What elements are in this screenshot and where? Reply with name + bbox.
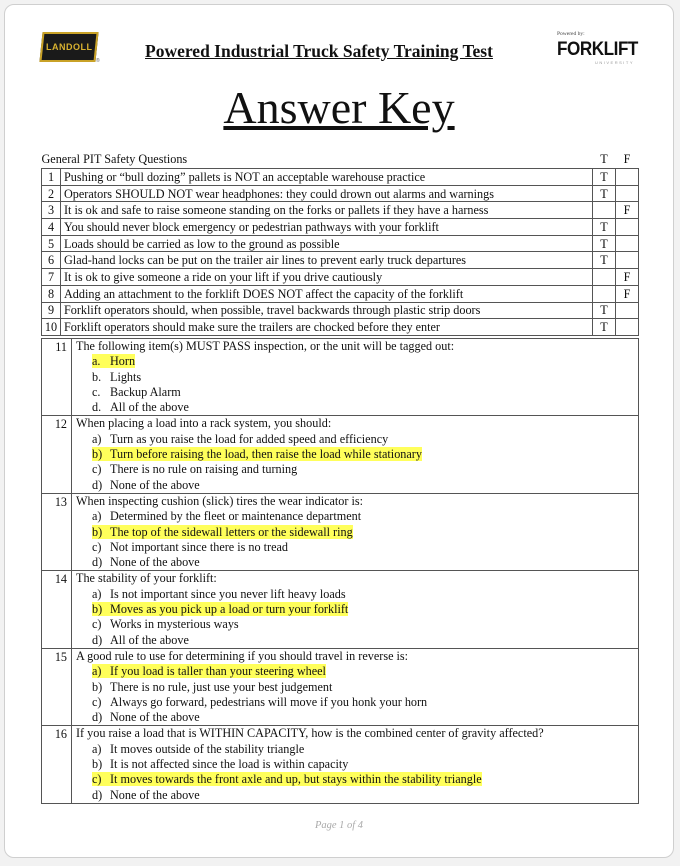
mc-question-cell [72,726,639,803]
mc-option-content [92,788,200,802]
mc-option [72,462,638,477]
mc-option-label: b) [92,757,103,772]
mc-question-row [42,648,639,725]
tf-row-statement: Pushing or “bull dozing” pallets is NOT an acceptable warehouse practice [61,169,593,186]
mc-option [72,788,638,803]
mc-option-content [92,400,189,414]
tf-row-statement: You should never block emergency or pedestrian pathways with your forklift [61,219,593,236]
tf-row-statement: It is ok and safe to raise someone standing on the forks or pallets if they have a harness [61,202,593,219]
mc-question-cell [72,648,639,725]
mc-option-label: d) [92,555,103,570]
mc-option-content [92,710,200,724]
mc-option [72,385,638,400]
document-page [4,4,674,858]
mc-option-label: a) [92,431,102,446]
tf-row-true-answer: T [593,302,616,319]
forklift-university-subtitle: UNIVERSITY [595,60,635,65]
tf-header-row [42,150,639,169]
mc-option-content [92,602,348,616]
mc-option-content [92,772,482,786]
tf-row [42,319,639,336]
tf-row-number: 10 [42,319,61,336]
mc-option-label: b) [92,679,103,694]
mc-option-text: None of the above [110,787,200,802]
mc-option [72,695,638,710]
true-false-table [41,150,639,336]
tf-row [42,302,639,319]
mc-question-row [42,339,639,416]
mc-question-row [42,416,639,493]
tf-row [42,219,639,236]
tf-col-true-header: T [600,152,608,166]
mc-option-text: None of the above [110,477,200,492]
tf-row-number: 5 [42,235,61,252]
mc-option-label: b) [92,447,103,462]
mc-option-text: Works in mysterious ways [110,617,239,632]
mc-question-text: When placing a load into a rack system, you should: [76,416,332,431]
mc-option-text: Not important since there is no tread [110,539,289,554]
tf-row-true-answer: T [593,185,616,202]
mc-question-number: 13 [42,493,72,570]
mc-option-correct [72,602,638,617]
mc-option [72,555,638,570]
mc-option-text: Horn [110,354,136,369]
mc-option-label: a) [92,664,102,679]
mc-option [72,710,638,725]
mc-option [72,540,638,555]
document-title: Powered Industrial Truck Safety Training Test [145,41,493,61]
mc-option-content [92,509,361,523]
mc-option-correct [72,772,638,787]
mc-option-label: d. [92,400,102,415]
tf-row-number: 4 [42,219,61,236]
tf-row-false-answer: F [616,269,639,286]
mc-option-content [92,447,422,461]
mc-option-text: All of the above [110,400,189,415]
mc-question-number: 12 [42,416,72,493]
tf-row-true-answer [593,285,616,302]
mc-question-cell [72,571,639,648]
answer-key-heading: Answer Key [223,82,455,133]
tf-row-false-answer [616,169,639,186]
tf-row-statement: Forklift operators should, when possible, travel backwards through plastic strip doors [61,302,593,319]
mc-option-content [92,757,348,771]
tf-row-true-answer [593,269,616,286]
mc-option-content [92,370,141,384]
tf-row-false-answer [616,252,639,269]
mc-option-text: Lights [110,369,142,384]
mc-option-correct [72,354,638,369]
tf-row-false-answer [616,302,639,319]
mc-question-number: 15 [42,648,72,725]
tf-row [42,252,639,269]
mc-option [72,478,638,493]
mc-option-content [92,742,304,756]
mc-option-label: c) [92,462,102,477]
tf-row-number: 9 [42,302,61,319]
mc-option-text: Always go forward, pedestrians will move if you honk your horn [110,694,428,709]
tf-row [42,269,639,286]
mc-option-label: b) [92,602,103,617]
mc-option-label: d) [92,477,103,492]
tf-row-statement: Glad-hand locks can be put on the trailer air lines to prevent early truck departures [61,252,593,269]
mc-question-text: If you raise a load that is WITHIN CAPACITY, how is the combined center of gravity affected? [76,726,544,741]
mc-option-label: c) [92,694,102,709]
mc-option-text: All of the above [110,632,189,647]
tf-row-statement: Loads should be carried as low to the ground as possible [61,235,593,252]
powered-by-label: Powered by: [557,31,585,37]
mc-option-content [92,385,181,399]
mc-option [72,680,638,695]
tf-row-number: 8 [42,285,61,302]
tf-col-false-header: F [623,152,631,166]
mc-option-text: If you load is taller than your steering wheel [110,664,326,679]
mc-question-row [42,571,639,648]
mc-option-text: Moves as you pick up a load or turn your forklift [110,602,349,617]
tf-row-number: 6 [42,252,61,269]
tf-section-heading: General PIT Safety Questions [41,152,188,166]
mc-question-row [42,726,639,803]
mc-option-text: Turn before raising the load, then raise the load while stationary [110,447,422,462]
mc-option-text: The top of the sidewall letters or the sidewall ring [110,524,353,539]
mc-option-content [92,587,346,601]
mc-option [72,633,638,648]
tf-row-false-answer [616,219,639,236]
mc-option-label: d) [92,710,103,725]
tf-row-true-answer: T [593,252,616,269]
multiple-choice-table [41,338,639,804]
mc-option [72,742,638,757]
tf-row-true-answer: T [593,169,616,186]
landoll-logo [39,32,98,62]
tf-row [42,235,639,252]
mc-question-cell [72,416,639,493]
mc-option-text: Is not important since you never lift heavy loads [110,586,346,601]
mc-option-correct [72,525,638,540]
mc-option-content [92,664,326,678]
mc-option-label: d) [92,632,103,647]
tf-row-number: 2 [42,185,61,202]
mc-option-text: Determined by the fleet or maintenance department [110,509,362,524]
tf-row-statement: Operators SHOULD NOT wear headphones: they could drown out alarms and warnings [61,185,593,202]
mc-question-number: 11 [42,339,72,416]
mc-option [72,509,638,524]
mc-option-text: It is not affected since the load is within capacity [110,757,349,772]
mc-option-label: a. [92,354,101,369]
tf-row [42,169,639,186]
tf-row [42,185,639,202]
forklift-university-logo: FORKLIFT [557,39,638,60]
tf-row-number: 7 [42,269,61,286]
mc-option-text: Turn as you raise the load for added speed and efficiency [110,431,389,446]
tf-row-false-answer [616,185,639,202]
mc-option-text: Backup Alarm [110,384,181,399]
mc-question-cell [72,339,639,416]
mc-option-text: It moves outside of the stability triangle [110,741,305,756]
mc-option-content [92,617,239,631]
mc-option-correct [72,664,638,679]
tf-row-true-answer: T [593,235,616,252]
registered-mark: ® [96,58,100,64]
mc-option [72,400,638,415]
tf-row-false-answer: F [616,285,639,302]
mc-option-label: c) [92,617,102,632]
tf-row [42,202,639,219]
mc-option-content [92,633,189,647]
mc-option-label: a) [92,586,102,601]
mc-option-content [92,695,427,709]
mc-question-number: 14 [42,571,72,648]
tf-row-false-answer [616,319,639,336]
mc-option-content [92,478,200,492]
mc-option [72,617,638,632]
tf-row-false-answer: F [616,202,639,219]
mc-option-content [92,462,297,476]
mc-option-content [92,680,332,694]
mc-question-cell [72,493,639,570]
mc-question-text: When inspecting cushion (slick) tires the wear indicator is: [76,493,364,508]
mc-option-text: It moves towards the front axle and up, but stays within the stability triangle [110,772,482,787]
mc-question-number: 16 [42,726,72,803]
mc-option-text: None of the above [110,710,200,725]
mc-option-label: d) [92,787,103,802]
mc-option-label: c. [92,384,101,399]
mc-option-label: a) [92,509,102,524]
mc-option-text: None of the above [110,555,200,570]
mc-option-text: There is no rule on raising and turning [110,462,298,477]
mc-question-text: A good rule to use for determining if you should travel in reverse is: [76,648,409,663]
tf-row-false-answer [616,235,639,252]
mc-option [72,432,638,447]
tf-row-statement: It is ok to give someone a ride on your lift if you drive cautiously [61,269,593,286]
tf-row-number: 1 [42,169,61,186]
tf-row [42,285,639,302]
mc-option [72,757,638,772]
mc-option-correct [72,447,638,462]
mc-option-label: a) [92,741,102,756]
mc-option-content [92,525,353,539]
tf-row-statement: Adding an attachment to the forklift DOES NOT affect the capacity of the forklift [61,285,593,302]
mc-question-text: The stability of your forklift: [76,571,217,586]
tf-row-statement: Forklift operators should make sure the trailers are chocked before they enter [61,319,593,336]
mc-option-label: b) [92,524,103,539]
mc-option-label: b. [92,369,102,384]
mc-option-label: c) [92,539,102,554]
mc-option-content [92,432,388,446]
landoll-logo-text: LANDOLL [45,42,93,52]
tf-row-true-answer: T [593,319,616,336]
mc-option [72,587,638,602]
tf-row-true-answer [593,202,616,219]
mc-option-content [92,354,135,368]
tf-row-true-answer: T [593,219,616,236]
tf-row-number: 3 [42,202,61,219]
mc-option-content [92,540,288,554]
page-number: Page 1 of 4 [314,820,364,831]
mc-question-text: The following item(s) MUST PASS inspection, or the unit will be tagged out: [76,339,455,353]
mc-question-row [42,493,639,570]
mc-option-text: There is no rule, just use your best judgement [110,679,333,694]
mc-option-content [92,555,200,569]
mc-option [72,370,638,385]
mc-option-label: c) [92,772,102,787]
